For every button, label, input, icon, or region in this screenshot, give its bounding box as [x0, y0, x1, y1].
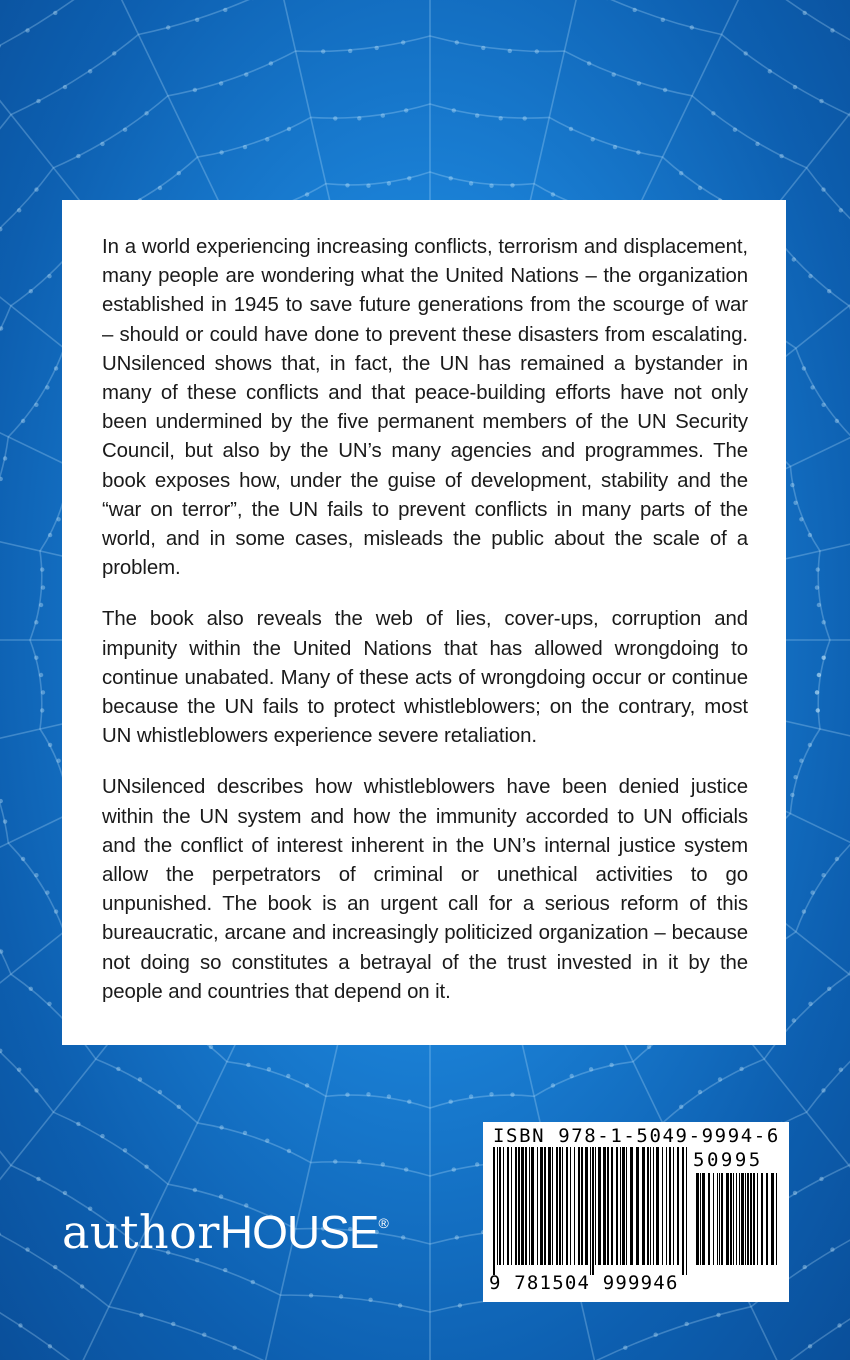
publisher-logo: [62, 1205, 389, 1265]
ean-digits: 9 781504 999946: [489, 1272, 679, 1294]
logo-author-text: author: [62, 1205, 220, 1259]
blurb-paragraph-1: In a world experiencing increasing conflicts, terrorism and displacement, many people are wondering what the United Nations – the organization established in 1945 to save future generations from the scourge of war – should or could have done to prevent these disasters from escalating. UNsilenced shows that, in fact, the UN has remained a bystander in many of these conflicts and that peace-building efforts have not only been undermined by the five permanent members of the UN Security Council, but also by the UN’s many agencies and programmes. The book exposes how, under the guise of development, stability and the “war on terror”, the UN fails to prevent conflicts in many parts of the world, and in some cases, misleads the public about the scale of a problem.: [102, 236, 748, 580]
blurb-panel: [62, 200, 786, 1045]
blurb-paragraph-2: The book also reveals the web of lies, cover-ups, corruption and impunity within the United Nations that has allowed wrongdoing to continue unabated. Many of these acts of wrongdoing occur or continue because the UN fails to protect whistleblowers; on the contrary, most UN whistleblowers experience severe retaliation.: [102, 608, 748, 748]
isbn-label: ISBN 978-1-5049-9994-6: [493, 1125, 780, 1147]
price-code: 50995: [693, 1149, 763, 1171]
logo-house-text: HOUSE: [219, 1206, 379, 1258]
isbn-barcode: [483, 1122, 789, 1302]
registered-mark: ®: [378, 1214, 389, 1231]
blurb-paragraph-3: UNsilenced describes how whistleblowers have been denied justice within the UN system and how the immunity accorded to UN officials and the conflict of interest inherent in the UN’s internal justice system allow the perpetrators of criminal or unethical activities to go unpunished. The book is an urgent call for a serious reform of this bureaucratic, arcane and increasingly politicized organization – because not doing so constitutes a betrayal of the trust invested in it by the people and countries that depend on it.: [102, 776, 748, 1003]
barcode-bars: [491, 1147, 783, 1275]
